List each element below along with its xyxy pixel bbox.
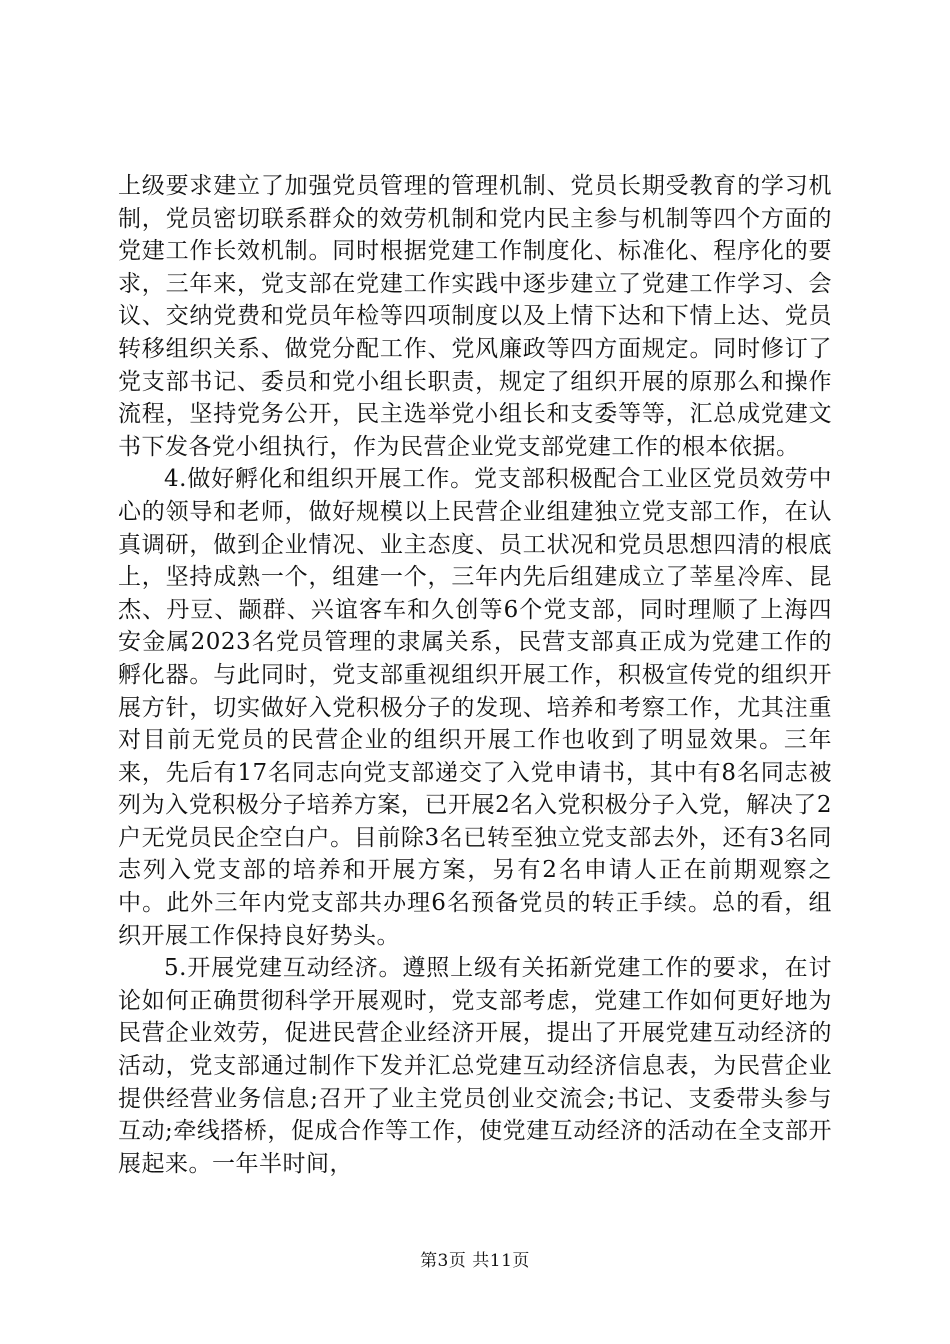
document-body [118,170,832,1180]
page-number-footer: 第3页 共11页 [420,1251,530,1271]
paragraph-incubation: 4.做好孵化和组织开展工作。党支部积极配合工业区党员效劳中心的领导和老师，做好规模以上民营企业组建独立党支部工作，在认真调研，做到企业情况、业主态度、员工状况和党员思想四清的根底上，坚持成熟一个，组建一个，三年内先后组建成立了莘星冷库、昆杰、丹豆、颛群、兴谊客车和久创等6个党支部，同时理顺了上海四安金属2023名党员管理的隶属关系，民营支部真正成为党建工作的孵化器。与此同时，党支部重视组织开展工作，积极宣传党的组织开展方针，切实做好入党积极分子的发现、培养和考察工作，尤其注重对目前无党员的民营企业的组织开展工作也收到了明显效果。三年来，先后有17名同志向党支部递交了入党申请书，其中有8名同志被列为入党积极分子培养方案，已开展2名入党积极分子入党，解决了2户无党员民企空白户。目前除3名已转至独立党支部去外，还有3名同志列入党支部的培养和开展方案，另有2名申请人正在前期观察之中。此外三年内党支部共办理6名预备党员的转正手续。总的看，组织开展工作保持良好势头。 [118,466,832,949]
paragraph-mechanisms: 上级要求建立了加强党员管理的管理机制、党员长期受教育的学习机制，党员密切联系群众的效劳机制和党内民主参与机制等四个方面的党建工作长效机制。同时根据党建工作制度化、标准化、程序化的要求，三年来，党支部在党建工作实践中逐步建立了党建工作学习、会议、交纳党费和党员年检等四项制度以及上情下达和下情上达、党员转移组织关系、做党分配工作、党风廉政等四方面规定。同时修订了党支部书记、委员和党小组长职责，规定了组织开展的原那么和操作流程，坚持党务公开，民主选举党小组长和支委等等，汇总成党建文书下发各党小组执行，作为民营企业党支部党建工作的根本依据。 [118,173,832,460]
paragraph-interactive-economy: 5.开展党建互动经济。遵照上级有关拓新党建工作的要求，在讨论如何正确贯彻科学开展观时，党支部考虑，党建工作如何更好地为民营企业效劳，促进民营企业经济开展，提出了开展党建互动经济的活动，党支部通过制作下发并汇总党建互动经济信息表，为民营企业提供经营业务信息;召开了业主党员创业交流会;书记、支委带头参与互动;牵线搭桥，促成合作等工作，使党建互动经济的活动在全支部开展起来。一年半时间， [118,955,832,1177]
